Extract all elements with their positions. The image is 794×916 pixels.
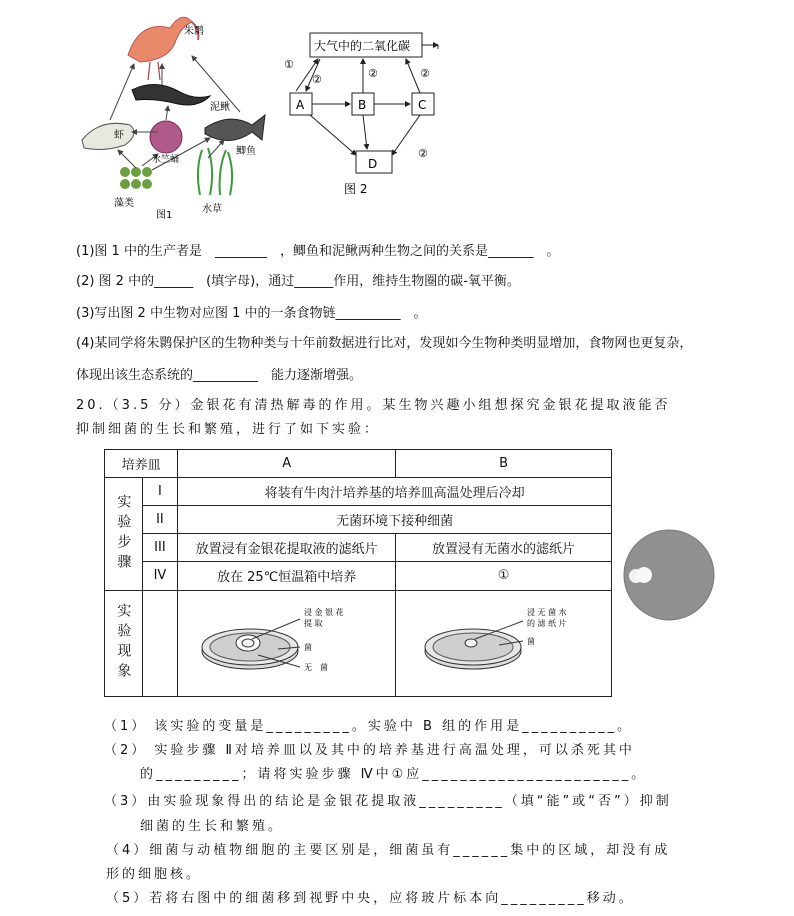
dish-a-drawing [182,593,392,689]
crucian-drawing [205,115,265,141]
answer-2-line2: 的_________；请将实验步骤 Ⅳ中①应______________________。 [140,767,648,782]
dish-b-drawing [399,593,609,689]
label-ibis: 朱鹮 [184,26,204,37]
dish-b-label-bacteria: 菌 [526,637,535,647]
q20-intro-line1: 20.（3.5 分）金银花有清热解毒的作用。某生物兴趣小组想探究金银花提取液能否 [76,398,671,413]
dish-b-label-paper: 浸 无 菌 水 [526,608,567,618]
dish-a-label-none: 无 菌 [303,663,328,673]
atmosphere-co2-box: 大气中的二氧化碳 [314,39,411,53]
label-loach: 泥鳅 [210,102,230,113]
step-4-num: IV [142,562,178,590]
dish-a-label-paper: 浸 金 银 花 [303,608,344,618]
dish-a-cell [178,590,396,696]
answer-1: （1） 该实验的变量是_________。实验中 B 组的作用是__________。 [104,719,634,734]
steps-label-cell [105,478,143,590]
label-algae: 藻类 [114,198,134,209]
answer-5: （5）若将右图中的细菌移到视野中央，应将玻片标本向_________移动。 [106,891,635,906]
phenomena-label-cell [105,590,143,696]
mark-one: ① [284,58,294,71]
microscope-view [622,528,717,623]
step-2-text: 无菌环境下接种细菌 [178,506,612,534]
header-col-b: B [396,450,612,478]
figure-1-food-web [70,0,270,225]
label-hydra: 水竺蛹 [152,155,180,165]
mark-two-b: ② [368,67,378,80]
mark-two-c: ② [420,67,430,80]
answer-4-line1: （4）细菌与动植物细胞的主要区别是，细菌虽有______集中的区域，却没有成 [106,843,671,858]
dish-a-label-bacteria: 菌 [303,643,312,653]
waterweed-drawing [198,148,232,195]
q19-part1: (1)图 1 中的生产者是 ________ ，鲫鱼和泥鳅两种生物之间的关系是_______ 。 [76,244,560,259]
experiment-table [104,449,612,697]
algae-drawing [120,167,152,189]
dish-b-cell [396,590,612,696]
q19-part4-line1: (4)某同学将朱鹮保护区的生物种类与十年前数据进行比对，发现如今生物种类明显增加，食物网也更复杂， [76,336,693,351]
header-dish: 培养皿 [105,450,178,478]
step-1-num: I [142,478,178,506]
step-3-b: 放置浸有无菌水的滤纸片 [396,534,612,562]
node-b: B [358,98,367,112]
q19-part2: (2) 图 2 中的______ (填字母)，通过______作用，维持生物圈的碳-氧平衡。 [76,274,520,289]
figure-1-caption: 图1 [156,210,173,221]
step-3-num: III [142,534,178,562]
q19-part4-line2: 体现出该生态系统的__________ 能力逐渐增强。 [76,368,363,383]
step-4-a: 放在 25℃恒温箱中培养 [178,562,396,590]
step-4-b: ① [396,562,612,590]
step-1-text: 将装有牛肉汁培养基的培养皿高温处理后冷却 [178,478,612,506]
node-a: A [296,98,305,112]
figure-2-carbon-cycle [280,25,450,205]
steps-label: 实验步骤 [115,493,132,574]
label-waterweed: 水草 [202,204,222,215]
header-col-a: A [178,450,396,478]
phenomena-label: 实验现象 [115,603,132,684]
node-d: D [368,157,378,171]
hydra-drawing [150,121,182,153]
loach-drawing [132,84,210,105]
answer-3-line1: （3）由实验现象得出的结论是金银花提取液_________（填“能”或“否”）抑制 [104,794,672,809]
answer-4-line2: 形的细胞核。 [106,867,203,882]
label-crucian: 鲫鱼 [236,146,256,157]
phenomena-blank [142,590,178,696]
step-2-num: II [142,506,178,534]
label-shrimp: 虾 [114,130,124,141]
step-3-a: 放置浸有金银花提取液的滤纸片 [178,534,396,562]
shrimp-drawing [82,123,134,149]
dish-a-label-paper2: 提 取 [303,619,323,629]
q19-part3: (3)写出图 2 中生物对应图 1 中的一条食物链__________ 。 [76,306,427,321]
answer-3-line2: 细菌的生长和繁殖。 [140,819,285,834]
answer-2-line1: （2） 实验步骤 Ⅱ对培养皿以及其中的培养基进行高温处理，可以杀死其中 [104,743,635,758]
node-c: C [418,98,427,112]
dish-b-label-paper2: 的 滤 纸 片 [526,619,567,629]
figure-2-caption: 图 2 [344,182,368,196]
mark-two-d: ② [418,147,428,160]
mark-two-a: ② [312,73,322,86]
q20-intro-line2: 抑制细菌的生长和繁殖，进行了如下实验： [76,422,381,437]
